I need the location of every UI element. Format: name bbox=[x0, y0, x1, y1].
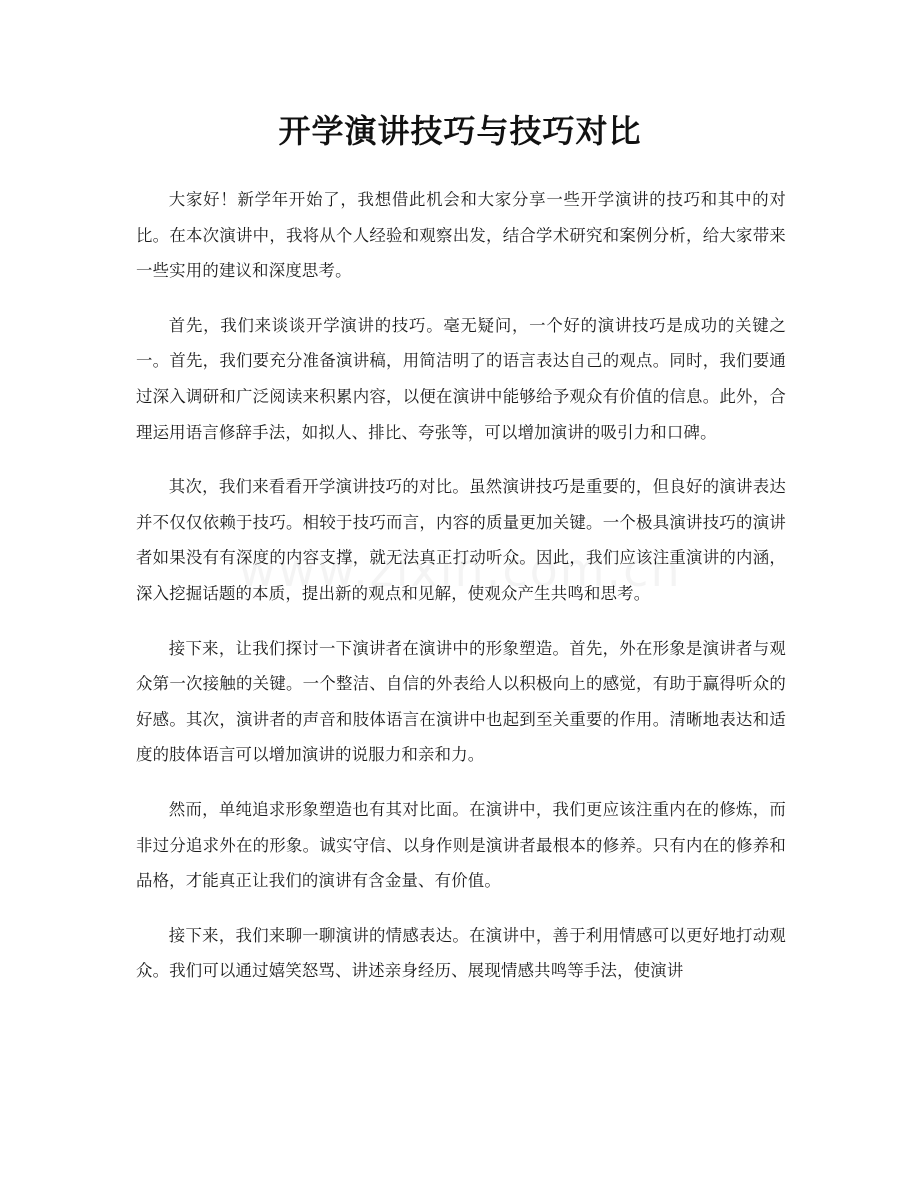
document-body bbox=[136, 182, 786, 1008]
paragraph-4: 接下来，让我们探讨一下演讲者在演讲中的形象塑造。首先，外在形象是演讲者与观众第一次接触的关键。一个整洁、自信的外表给人以积极向上的感觉，有助于赢得听众的好感。其次，演讲者的声音和肢体语言在演讲中也起到至关重要的作用。清晰地表达和适度的肢体语言可以增加演讲的说服力和亲和力。 bbox=[136, 638, 786, 765]
paragraph-6: 接下来，我们来聊一聊演讲的情感表达。在演讲中，善于利用情感可以更好地打动观众。我们可以通过嬉笑怒骂、讲述亲身经历、展现情感共鸣等手法，使演讲 bbox=[136, 925, 786, 981]
paragraph-2: 首先，我们来谈谈开学演讲的技巧。毫无疑问，一个好的演讲技巧是成功的关键之一。首先，我们要充分准备演讲稿，用简洁明了的语言表达自己的观点。同时，我们要通过深入调研和广泛阅读来积累内容，以便在演讲中能够给予观众有价值的信息。此外，合理运用语言修辞手法，如拟人、排比、夸张等，可以增加演讲的吸引力和口碑。 bbox=[136, 315, 786, 442]
paragraph-5: 然而，单纯追求形象塑造也有其对比面。在演讲中，我们更应该注重内在的修炼，而非过分追求外在的形象。诚实守信、以身作则是演讲者最根本的修养。只有内在的修养和品格，才能真正让我们的演讲有含金量、有价值。 bbox=[136, 799, 786, 891]
page-title: 开学演讲技巧与技巧对比 bbox=[278, 112, 642, 150]
paragraph-3: 其次，我们来看看开学演讲技巧的对比。虽然演讲技巧是重要的，但良好的演讲表达并不仅仅依赖于技巧。相较于技巧而言，内容的质量更加关键。一个极具演讲技巧的演讲者如果没有有深度的内容支撑，就无法真正打动听众。因此，我们应该注重演讲的内涵，深入挖掘话题的本质，提出新的观点和见解，使观众产生共鸣和思考。 bbox=[136, 477, 786, 603]
paragraph-1: 大家好！新学年开始了，我想借此机会和大家分享一些开学演讲的技巧和其中的对比。在本次演讲中，我将从个人经验和观察出发，结合学术研究和案例分析，给大家带来一些实用的建议和深度思考。 bbox=[136, 190, 786, 281]
